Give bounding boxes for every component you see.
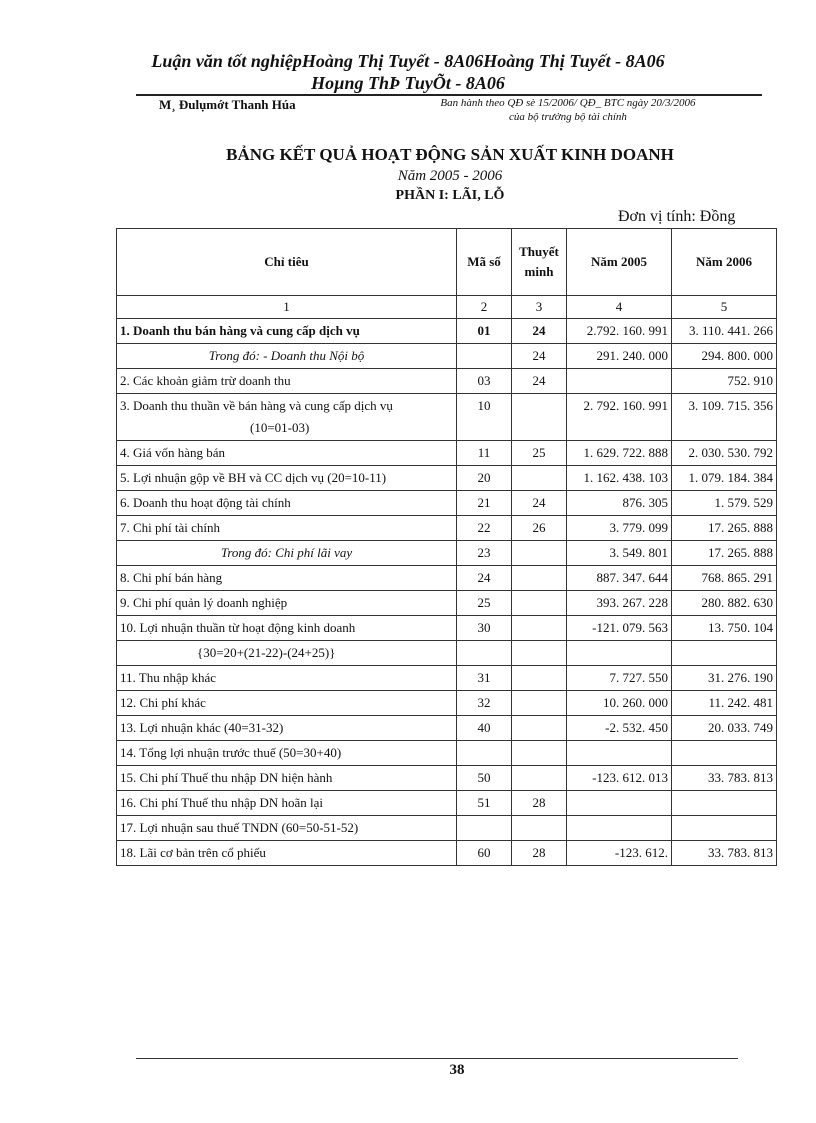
table-row [117, 741, 777, 766]
row-value-2006 [672, 791, 777, 816]
row-code [457, 344, 512, 369]
row-value-2005: 2.792. 160. 991 [567, 319, 672, 344]
row-code: 40 [457, 716, 512, 741]
row-label: 16. Chi phí Thuế thu nhập DN hoãn lại [117, 791, 457, 816]
header-code: Mã số [457, 229, 512, 296]
report-subtitle: Năm 2005 - 2006 [397, 168, 503, 184]
header-year-2005: Năm 2005 [567, 229, 672, 296]
row-code [457, 741, 512, 766]
row-value-2006: 1. 579. 529 [672, 491, 777, 516]
decree-note [398, 96, 738, 124]
table-header-row [117, 229, 777, 296]
row-value-2006: 3. 110. 441. 266 [672, 319, 777, 344]
row-value-2005: 291. 240. 000 [567, 344, 672, 369]
row-value-2005: 7. 727. 550 [567, 666, 672, 691]
row-label: 6. Doanh thu hoạt động tài chính [117, 491, 457, 516]
row-code: 23 [457, 541, 512, 566]
row-label: 10. Lợi nhuận thuần từ hoạt động kinh doanh [117, 616, 457, 641]
table-row [117, 541, 777, 566]
row-note: 24 [512, 344, 567, 369]
row-value-2005: 1. 629. 722. 888 [567, 441, 672, 466]
table-row [117, 441, 777, 466]
row-note [512, 666, 567, 691]
table-row [117, 369, 777, 394]
row-code: 51 [457, 791, 512, 816]
table-row [117, 791, 777, 816]
table-row [117, 566, 777, 591]
row-note [512, 394, 567, 441]
table-row [117, 816, 777, 841]
row-value-2005: 876. 305 [567, 491, 672, 516]
row-value-2005: 393. 267. 228 [567, 591, 672, 616]
row-note [512, 466, 567, 491]
decree-line-2: của bộ trưởng bộ tài chính [509, 111, 627, 123]
row-value-2006: 20. 033. 749 [672, 716, 777, 741]
row-note [512, 766, 567, 791]
header-indicator: Chỉ tiêu [117, 229, 457, 296]
column-number: 5 [672, 296, 777, 319]
row-note [512, 816, 567, 841]
row-label: 5. Lợi nhuận gộp về BH và CC dịch vụ (20=10-11) [117, 466, 457, 491]
row-label: Trong đó: Chi phí lãi vay [117, 541, 457, 566]
row-value-2005 [567, 641, 672, 666]
row-note: 26 [512, 516, 567, 541]
row-note: 28 [512, 791, 567, 816]
column-number: 3 [512, 296, 567, 319]
row-code: 32 [457, 691, 512, 716]
row-note: 24 [512, 319, 567, 344]
column-number: 1 [117, 296, 457, 319]
row-label: Trong đó: - Doanh thu Nội bộ [117, 344, 457, 369]
table-row [117, 319, 777, 344]
row-value-2006 [672, 641, 777, 666]
row-label: 15. Chi phí Thuế thu nhập DN hiện hành [117, 766, 457, 791]
row-value-2006 [672, 741, 777, 766]
table-row [117, 466, 777, 491]
page-number: 38 [449, 1062, 465, 1078]
row-value-2006: 17. 265. 888 [672, 541, 777, 566]
header-note: Thuyết minh [512, 229, 567, 296]
row-label: 13. Lợi nhuận khác (40=31-32) [117, 716, 457, 741]
row-code: 31 [457, 666, 512, 691]
row-value-2006: 17. 265. 888 [672, 516, 777, 541]
row-value-2006: 768. 865. 291 [672, 566, 777, 591]
table-row [117, 616, 777, 641]
row-note: 25 [512, 441, 567, 466]
row-label: 1. Doanh thu bán hàng và cung cấp dịch vụ [117, 319, 457, 344]
row-code [457, 641, 512, 666]
row-code: 21 [457, 491, 512, 516]
document-header [0, 50, 816, 94]
table-row [117, 691, 777, 716]
row-value-2005: -2. 532. 450 [567, 716, 672, 741]
row-code: 50 [457, 766, 512, 791]
company-name: M¸ Đulụmớt Thanh Húa [159, 97, 296, 112]
row-note: 28 [512, 841, 567, 866]
row-code: 20 [457, 466, 512, 491]
row-code [457, 816, 512, 841]
header-line-2: Hoµng ThÞ TuyÕt - 8A06 [311, 73, 505, 93]
row-value-2005: -121. 079. 563 [567, 616, 672, 641]
row-note [512, 566, 567, 591]
row-value-2006: 752. 910 [672, 369, 777, 394]
table-row [117, 666, 777, 691]
table-row [117, 394, 777, 441]
unit-label: Đơn vị tính: Đồng [618, 208, 736, 225]
row-label: 18. Lãi cơ bản trên cổ phiếu [117, 841, 457, 866]
row-value-2006: 3. 109. 715. 356 [672, 394, 777, 441]
row-label: 4. Giá vốn hàng bán [117, 441, 457, 466]
table-row [117, 491, 777, 516]
row-value-2006: 11. 242. 481 [672, 691, 777, 716]
table-row [117, 344, 777, 369]
row-code: 24 [457, 566, 512, 591]
row-code: 11 [457, 441, 512, 466]
row-label-formula: (10=01-03) [250, 420, 310, 435]
row-value-2006: 31. 276. 190 [672, 666, 777, 691]
row-note [512, 616, 567, 641]
row-code: 03 [457, 369, 512, 394]
row-value-2006: 2. 030. 530. 792 [672, 441, 777, 466]
row-value-2006: 13. 750. 104 [672, 616, 777, 641]
row-label: 12. Chi phí khác [117, 691, 457, 716]
table-row [117, 641, 777, 666]
row-label: 9. Chi phí quản lý doanh nghiệp [117, 591, 457, 616]
row-code: 25 [457, 591, 512, 616]
row-code: 01 [457, 319, 512, 344]
header-line-1: Luận văn tốt nghiệpHoàng Thị Tuyết - 8A06Hoàng Thị Tuyết - 8A06 [151, 51, 665, 71]
row-label: {30=20+(21-22)-(24+25)} [117, 641, 457, 666]
table-row [117, 591, 777, 616]
row-note: 24 [512, 369, 567, 394]
column-number: 4 [567, 296, 672, 319]
row-value-2005: 3. 549. 801 [567, 541, 672, 566]
column-number: 2 [457, 296, 512, 319]
income-statement-table [116, 228, 777, 866]
row-value-2005 [567, 816, 672, 841]
row-value-2006: 294. 800. 000 [672, 344, 777, 369]
row-label-line: 3. Doanh thu thuần về bán hàng và cung cấp dịch vụ [120, 398, 393, 413]
row-value-2005: 3. 779. 099 [567, 516, 672, 541]
table-row [117, 516, 777, 541]
row-value-2005 [567, 369, 672, 394]
row-note: 24 [512, 491, 567, 516]
row-value-2005: -123. 612. [567, 841, 672, 866]
row-value-2006: 33. 783. 813 [672, 841, 777, 866]
row-value-2006 [672, 816, 777, 841]
row-value-2006: 33. 783. 813 [672, 766, 777, 791]
report-title: BẢNG KẾT QUẢ HOẠT ĐỘNG SẢN XUẤT KINH DOANH [226, 145, 674, 164]
row-value-2005: -123. 612. 013 [567, 766, 672, 791]
row-code: 22 [457, 516, 512, 541]
row-value-2005: 887. 347. 644 [567, 566, 672, 591]
row-code: 30 [457, 616, 512, 641]
report-part: PHẦN I: LÃI, LỖ [395, 188, 505, 203]
row-note [512, 641, 567, 666]
row-label [117, 394, 457, 441]
row-note [512, 716, 567, 741]
row-value-2005: 2. 792. 160. 991 [567, 394, 672, 441]
row-label: 17. Lợi nhuận sau thuế TNDN (60=50-51-52) [117, 816, 457, 841]
row-value-2005 [567, 791, 672, 816]
table-row [117, 766, 777, 791]
row-note [512, 591, 567, 616]
row-label: 7. Chi phí tài chính [117, 516, 457, 541]
row-value-2005 [567, 741, 672, 766]
row-value-2005: 1. 162. 438. 103 [567, 466, 672, 491]
row-label: 14. Tổng lợi nhuận trước thuế (50=30+40) [117, 741, 457, 766]
row-note [512, 741, 567, 766]
footer-divider [136, 1058, 738, 1059]
row-value-2005: 10. 260. 000 [567, 691, 672, 716]
row-code: 60 [457, 841, 512, 866]
decree-line-1: Ban hành theo QĐ sè 15/2006/ QĐ_ BTC ngày 20/3/2006 [440, 97, 696, 109]
row-label: 2. Các khoản giảm trừ doanh thu [117, 369, 457, 394]
table-row [117, 716, 777, 741]
table-row [117, 841, 777, 866]
column-number-row [117, 296, 777, 319]
header-year-2006: Năm 2006 [672, 229, 777, 296]
row-value-2006: 280. 882. 630 [672, 591, 777, 616]
row-note [512, 691, 567, 716]
row-label: 8. Chi phí bán hàng [117, 566, 457, 591]
row-value-2006: 1. 079. 184. 384 [672, 466, 777, 491]
row-label: 11. Thu nhập khác [117, 666, 457, 691]
row-note [512, 541, 567, 566]
row-code: 10 [457, 394, 512, 441]
